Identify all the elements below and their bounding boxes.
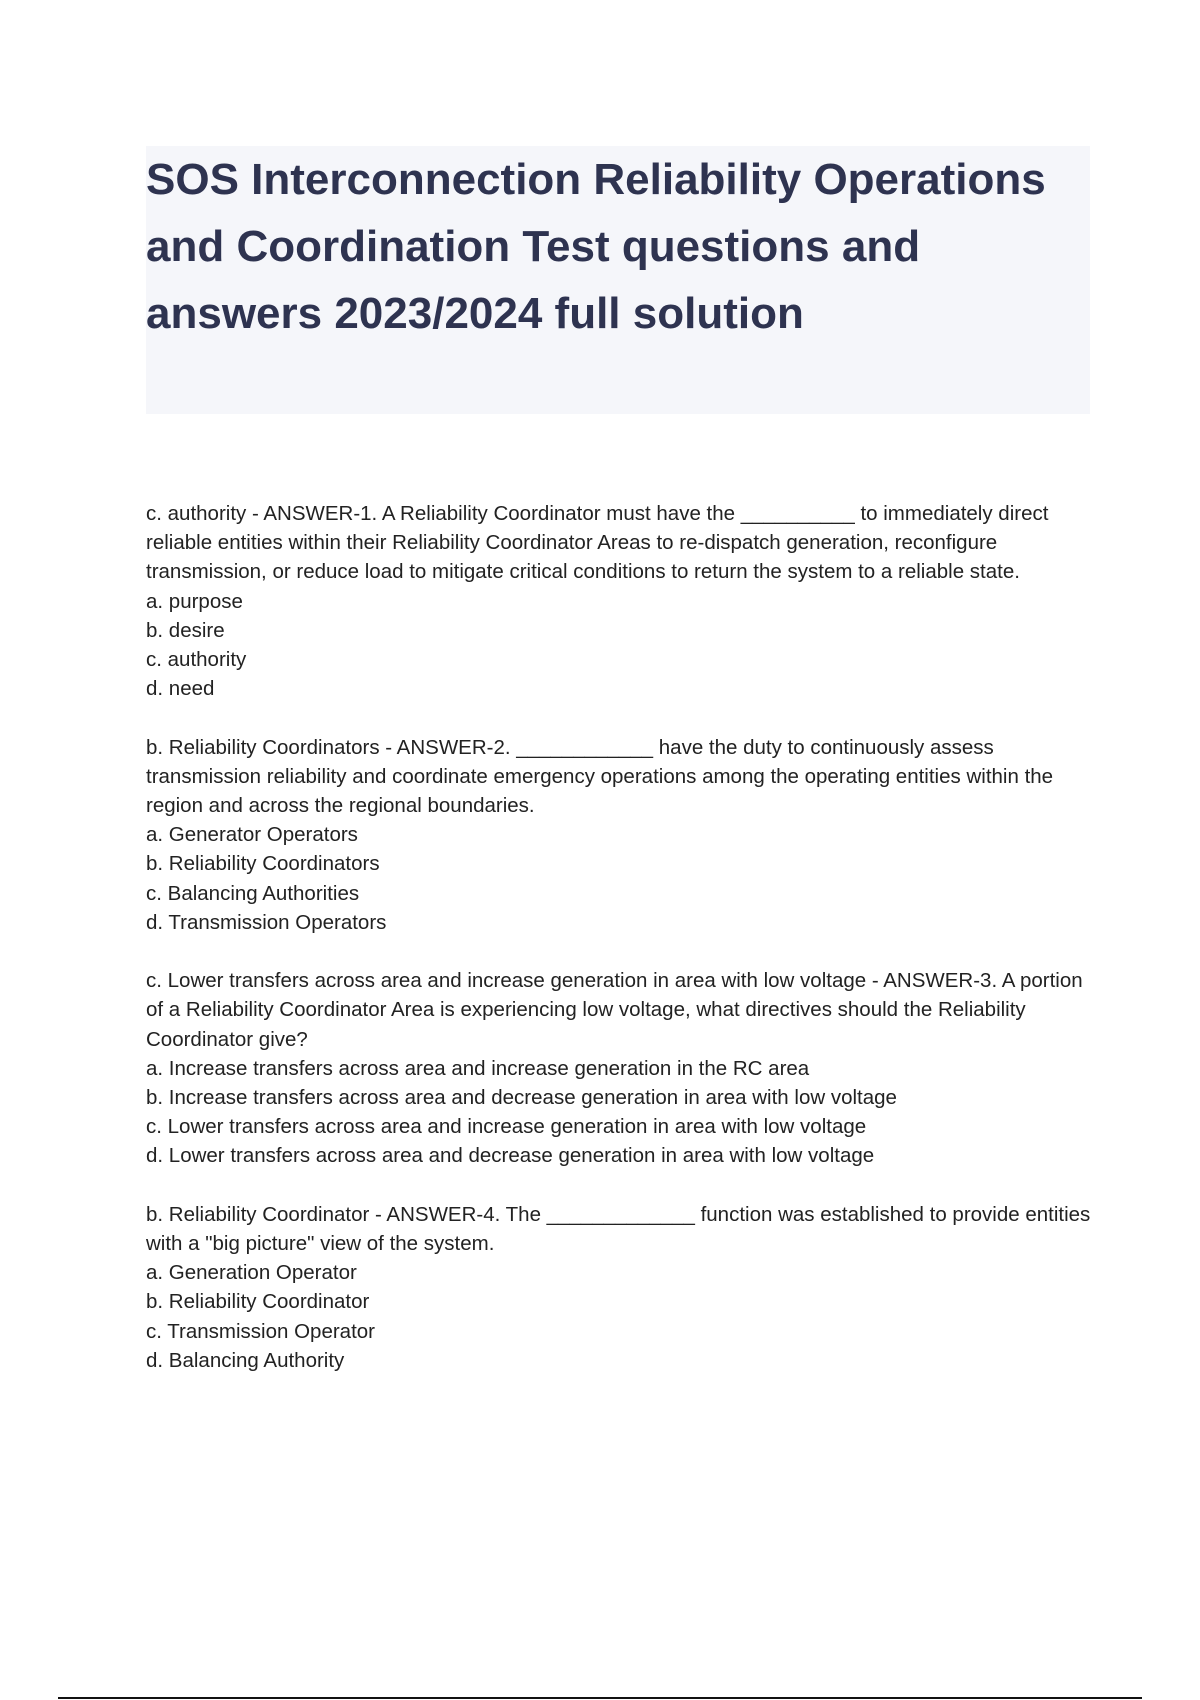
question-block-1	[146, 499, 1096, 703]
answer-option: b. Increase transfers across area and decrease generation in area with low voltage	[146, 1086, 897, 1110]
question-text: b. Reliability Coordinators - ANSWER-2. ____________ have the duty to continuously assess transmission reliability and coordinate emergency operations among the operating entities within the region and across the regional boundaries.	[146, 735, 1054, 818]
answer-option: b. desire	[146, 618, 225, 642]
answer-option: d. need	[146, 677, 215, 701]
question-block-3	[146, 966, 1096, 1170]
answer-options	[146, 820, 1096, 937]
question-block-4	[146, 1200, 1096, 1375]
document-title: SOS Interconnection Reliability Operations and Coordination Test questions and answers 2023/2024 full solution	[146, 155, 1046, 338]
answer-option: a. Increase transfers across area and increase generation in the RC area	[146, 1056, 810, 1080]
answer-options	[146, 587, 1096, 704]
answer-option: c. Lower transfers across area and increase generation in area with low voltage	[146, 1115, 867, 1139]
title-banner	[146, 146, 1090, 414]
question-block-2	[146, 733, 1096, 937]
answer-option: d. Balancing Authority	[146, 1348, 345, 1372]
answer-option: a. purpose	[146, 589, 243, 613]
answer-option: c. authority	[146, 648, 247, 672]
page-bottom-divider	[58, 1697, 1142, 1699]
answer-option: b. Reliability Coordinators	[146, 852, 380, 876]
question-text: c. Lower transfers across area and increase generation in area with low voltage - ANSWER-3. A portion of a Reliability Coordinator Area is experiencing low voltage, what directives should the Reliability Coordinator give?	[146, 969, 1083, 1051]
answer-options	[146, 1054, 1096, 1171]
questions-section	[146, 499, 1096, 1404]
answer-option: d. Transmission Operators	[146, 910, 387, 934]
answer-option: c. Balancing Authorities	[146, 881, 360, 905]
answer-option: d. Lower transfers across area and decrease generation in area with low voltage	[146, 1144, 875, 1168]
answer-option: a. Generation Operator	[146, 1261, 357, 1285]
answer-option: c. Transmission Operator	[146, 1319, 375, 1343]
answer-option: b. Reliability Coordinator	[146, 1290, 370, 1314]
answer-options	[146, 1258, 1096, 1375]
question-text: b. Reliability Coordinator - ANSWER-4. The _____________ function was established to provide entities with a "big picture" view of the system.	[146, 1202, 1091, 1256]
answer-option: a. Generator Operators	[146, 823, 358, 847]
question-text: c. authority - ANSWER-1. A Reliability Coordinator must have the __________ to immediately direct reliable entities within their Reliability Coordinator Areas to re-dispatch generation, reconfigure transmission, or reduce load to mitigate critical conditions to return the system to a reliable state.	[146, 502, 1049, 584]
